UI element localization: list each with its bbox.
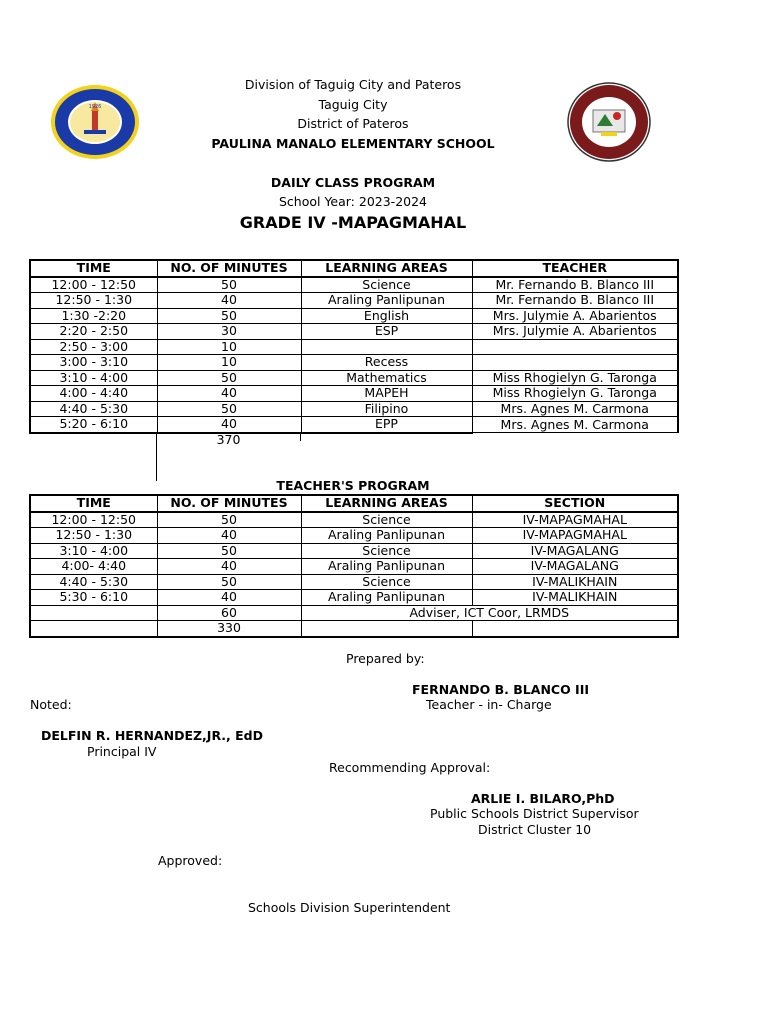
learning-area-cell: Araling Panlipunan xyxy=(301,559,472,575)
learning-area-cell: Recess xyxy=(301,355,472,371)
superintendent-title: Schools Division Superintendent xyxy=(248,900,451,915)
time-cell: 1:30 -2:20 xyxy=(30,308,157,324)
prepared-by-label: Prepared by: xyxy=(346,651,425,666)
column-divider xyxy=(300,433,301,441)
teacher-cell xyxy=(472,355,678,371)
learning-area-cell xyxy=(301,621,472,637)
column-header: TIME xyxy=(30,495,157,512)
time-cell xyxy=(30,605,157,621)
table-row xyxy=(30,386,678,402)
table-row xyxy=(30,621,678,637)
minutes-cell: 40 xyxy=(157,293,301,309)
time-cell: 12:00 - 12:50 xyxy=(30,277,157,293)
learning-area-cell xyxy=(301,339,472,355)
teachers-program-table xyxy=(29,494,679,638)
table-row xyxy=(30,324,678,340)
teacher-cell: Mr. Fernando B. Blanco III xyxy=(472,293,678,309)
table-header-row xyxy=(30,260,678,277)
table-row xyxy=(30,605,678,621)
teacher-cell: Mrs. Agnes M. Carmona xyxy=(472,401,678,417)
supervisor-title: Public Schools District Supervisor xyxy=(430,806,639,821)
minutes-cell: 60 xyxy=(157,605,301,621)
teacher-cell: Mr. Fernando B. Blanco III xyxy=(472,277,678,293)
table-row xyxy=(30,512,678,528)
daily-total-minutes: 370 xyxy=(216,432,241,447)
minutes-cell: 50 xyxy=(157,543,301,559)
minutes-cell: 50 xyxy=(157,574,301,590)
time-cell: 5:20 - 6:10 xyxy=(30,417,157,433)
duties-cell: Adviser, ICT Coor, LRMDS xyxy=(301,605,678,621)
table-row xyxy=(30,355,678,371)
learning-area-cell: Science xyxy=(301,512,472,528)
principal-title: Principal IV xyxy=(87,744,157,759)
learning-area-cell: Mathematics xyxy=(301,370,472,386)
time-cell: 4:40 - 5:30 xyxy=(30,574,157,590)
section-cell: IV-MALIKHAIN xyxy=(472,590,678,606)
teacher-cell xyxy=(472,339,678,355)
column-header: TEACHER xyxy=(472,260,678,277)
minutes-cell: 40 xyxy=(157,590,301,606)
learning-area-cell: Science xyxy=(301,574,472,590)
time-cell xyxy=(30,621,157,637)
column-header: LEARNING AREAS xyxy=(301,495,472,512)
minutes-cell: 40 xyxy=(157,386,301,402)
city-name: Taguig City xyxy=(318,97,388,112)
column-header: NO. OF MINUTES xyxy=(157,495,301,512)
section-cell: IV-MAPAGMAHAL xyxy=(472,512,678,528)
learning-area-cell: Araling Panlipunan xyxy=(301,293,472,309)
total-minutes-cell: 330 xyxy=(157,621,301,637)
learning-area-cell: Araling Panlipunan xyxy=(301,528,472,544)
learning-area-cell: Science xyxy=(301,277,472,293)
table-row xyxy=(30,339,678,355)
division-name: Division of Taguig City and Pateros xyxy=(244,77,462,92)
minutes-cell: 40 xyxy=(157,528,301,544)
time-cell: 4:00- 4:40 xyxy=(30,559,157,575)
time-cell: 2:50 - 3:00 xyxy=(30,339,157,355)
grade-section-title: GRADE IV -MAPAGMAHAL xyxy=(239,213,467,232)
minutes-cell: 30 xyxy=(157,324,301,340)
table-row xyxy=(30,370,678,386)
preparer-name: FERNANDO B. BLANCO III xyxy=(412,682,590,697)
minutes-cell: 50 xyxy=(157,308,301,324)
column-header: SECTION xyxy=(472,495,678,512)
learning-area-cell: EPP xyxy=(301,417,472,433)
section-cell: IV-MAGALANG xyxy=(472,559,678,575)
minutes-cell: 10 xyxy=(157,339,301,355)
time-cell: 12:00 - 12:50 xyxy=(30,512,157,528)
table-row xyxy=(30,277,678,293)
noted-label: Noted: xyxy=(30,697,72,712)
learning-area-cell: English xyxy=(301,308,472,324)
learning-area-cell: Filipino xyxy=(301,401,472,417)
table-header-row xyxy=(30,495,678,512)
seal-year: 1926 xyxy=(88,104,102,110)
teacher-cell: Mrs. Julymie A. Abarientos xyxy=(472,324,678,340)
recommending-label: Recommending Approval: xyxy=(329,760,491,775)
time-cell: 3:10 - 4:00 xyxy=(30,543,157,559)
section-cell: IV-MAGALANG xyxy=(472,543,678,559)
school-year: School Year: 2023-2024 xyxy=(278,194,428,209)
section-cell xyxy=(472,621,678,637)
table-row xyxy=(30,308,678,324)
table-row xyxy=(30,559,678,575)
section-cell: IV-MAPAGMAHAL xyxy=(472,528,678,544)
teacher-cell: Miss Rhogielyn G. Taronga xyxy=(472,370,678,386)
time-cell: 12:50 - 1:30 xyxy=(30,293,157,309)
table-row xyxy=(30,543,678,559)
table-row xyxy=(30,293,678,309)
minutes-cell: 50 xyxy=(157,512,301,528)
district-name: District of Pateros xyxy=(297,116,409,131)
approved-label: Approved: xyxy=(158,853,223,868)
teachers-program-title: TEACHER'S PROGRAM xyxy=(276,478,430,493)
learning-area-cell: Science xyxy=(301,543,472,559)
time-cell: 5:30 - 6:10 xyxy=(30,590,157,606)
daily-program-table xyxy=(29,259,679,434)
table-row xyxy=(30,590,678,606)
learning-area-cell: ESP xyxy=(301,324,472,340)
program-title: DAILY CLASS PROGRAM xyxy=(270,175,436,190)
principal-name: DELFIN R. HERNANDEZ,JR., EdD xyxy=(41,728,264,743)
table-row xyxy=(30,401,678,417)
preparer-title: Teacher - in- Charge xyxy=(426,697,552,712)
minutes-cell: 40 xyxy=(157,559,301,575)
learning-area-cell: Araling Panlipunan xyxy=(301,590,472,606)
time-cell: 12:50 - 1:30 xyxy=(30,528,157,544)
table-row xyxy=(30,574,678,590)
teacher-cell: Miss Rhogielyn G. Taronga xyxy=(472,386,678,402)
column-header: LEARNING AREAS xyxy=(301,260,472,277)
time-cell: 4:00 - 4:40 xyxy=(30,386,157,402)
learning-area-cell: MAPEH xyxy=(301,386,472,402)
supervisor-name: ARLIE I. BILARO,PhD xyxy=(471,791,615,806)
minutes-cell: 40 xyxy=(157,417,301,433)
table-row xyxy=(30,417,678,433)
column-header: NO. OF MINUTES xyxy=(157,260,301,277)
school-name: PAULINA MANALO ELEMENTARY SCHOOL xyxy=(211,136,495,151)
supervisor-cluster: District Cluster 10 xyxy=(478,822,592,837)
time-cell: 3:10 - 4:00 xyxy=(30,370,157,386)
teacher-cell: Mrs. Julymie A. Abarientos xyxy=(472,308,678,324)
minutes-cell: 10 xyxy=(157,355,301,371)
section-cell: IV-MALIKHAIN xyxy=(472,574,678,590)
minutes-cell: 50 xyxy=(157,277,301,293)
time-cell: 4:40 - 5:30 xyxy=(30,401,157,417)
table-row xyxy=(30,528,678,544)
minutes-cell: 50 xyxy=(157,370,301,386)
time-cell: 3:00 - 3:10 xyxy=(30,355,157,371)
minutes-cell: 50 xyxy=(157,401,301,417)
column-header: TIME xyxy=(30,260,157,277)
teacher-cell: Mrs. Agnes M. Carmona xyxy=(472,417,678,433)
time-cell: 2:20 - 2:50 xyxy=(30,324,157,340)
